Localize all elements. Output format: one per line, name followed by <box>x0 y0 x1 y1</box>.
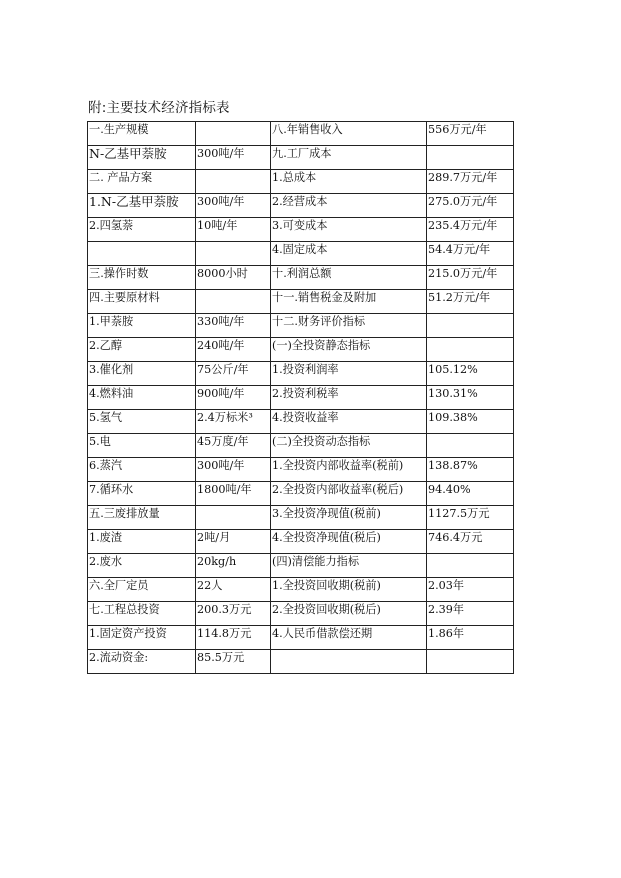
table-cell-indicator-value: 51.2万元/年 <box>427 290 514 314</box>
table-cell-indicator-value: 94.40% <box>427 482 514 506</box>
table-cell-indicator-value: 1127.5万元 <box>427 506 514 530</box>
table-row <box>88 482 514 506</box>
table-cell-indicator-name: 1.总成本 <box>271 170 427 194</box>
table-cell-indicator-value: 130.31% <box>427 386 514 410</box>
table-row <box>88 290 514 314</box>
table-cell-item-name: 二. 产品方案 <box>88 170 196 194</box>
indicator-table-body <box>88 122 514 674</box>
table-cell-item-name: 1.固定资产投资 <box>88 626 196 650</box>
table-cell-indicator-value: 109.38% <box>427 410 514 434</box>
table-cell-item-name: 4.燃料油 <box>88 386 196 410</box>
table-cell-item-name: 6.蒸汽 <box>88 458 196 482</box>
table-cell-indicator-value: 2.39年 <box>427 602 514 626</box>
table-cell-indicator-name: 2.投资利税率 <box>271 386 427 410</box>
table-cell-item-value: 8000小时 <box>196 266 271 290</box>
table-cell-item-value: 1800吨/年 <box>196 482 271 506</box>
table-cell-item-name: 一.生产规模 <box>88 122 196 146</box>
table-cell-indicator-value: 138.87% <box>427 458 514 482</box>
table-cell-indicator-name: 3.全投资净现值(税前) <box>271 506 427 530</box>
table-cell-indicator-name: 3.可变成本 <box>271 218 427 242</box>
table-cell-indicator-name: (四)清偿能力指标 <box>271 554 427 578</box>
table-cell-indicator-value: 746.4万元 <box>427 530 514 554</box>
table-cell-item-value <box>196 122 271 146</box>
table-row <box>88 338 514 362</box>
table-row <box>88 386 514 410</box>
table-cell-indicator-value <box>427 314 514 338</box>
table-cell-item-name: 六.全厂定员 <box>88 578 196 602</box>
table-cell-item-value: 45万度/年 <box>196 434 271 458</box>
table-cell-item-name: 1.N-乙基甲萘胺 <box>88 194 196 218</box>
table-cell-indicator-name: 十.利润总额 <box>271 266 427 290</box>
table-cell-item-value: 22人 <box>196 578 271 602</box>
table-cell-indicator-value: 2.03年 <box>427 578 514 602</box>
table-cell-item-value: 300吨/年 <box>196 194 271 218</box>
table-cell-indicator-name: 4.人民币借款偿还期 <box>271 626 427 650</box>
table-cell-indicator-name: 九.工厂成本 <box>271 146 427 170</box>
table-cell-item-value: 2.4万标米³ <box>196 410 271 434</box>
table-cell-indicator-name <box>271 650 427 674</box>
table-cell-item-value: 300吨/年 <box>196 458 271 482</box>
table-cell-indicator-name: 1.全投资内部收益率(税前) <box>271 458 427 482</box>
table-row <box>88 578 514 602</box>
table-cell-item-name: 1.甲萘胺 <box>88 314 196 338</box>
table-cell-item-name: 3.催化剂 <box>88 362 196 386</box>
table-cell-indicator-name: 4.全投资净现值(税后) <box>271 530 427 554</box>
table-cell-indicator-value <box>427 650 514 674</box>
table-cell-indicator-name: 4.固定成本 <box>271 242 427 266</box>
table-row <box>88 554 514 578</box>
table-row <box>88 122 514 146</box>
table-cell-item-name: 5.氢气 <box>88 410 196 434</box>
table-row <box>88 362 514 386</box>
table-cell-item-name: 2.废水 <box>88 554 196 578</box>
table-cell-indicator-value: 54.4万元/年 <box>427 242 514 266</box>
table-cell-item-name: 2.流动资金: <box>88 650 196 674</box>
table-cell-item-value: 10吨/年 <box>196 218 271 242</box>
table-row <box>88 218 514 242</box>
table-cell-item-name: 四.主要原材料 <box>88 290 196 314</box>
indicator-table <box>87 121 514 674</box>
table-cell-item-value: 2吨/月 <box>196 530 271 554</box>
table-row <box>88 602 514 626</box>
table-cell-indicator-value <box>427 554 514 578</box>
table-cell-indicator-value: 215.0万元/年 <box>427 266 514 290</box>
table-cell-indicator-name: (二)全投资动态指标 <box>271 434 427 458</box>
table-cell-indicator-name: 2.全投资回收期(税后) <box>271 602 427 626</box>
table-cell-indicator-value: 275.0万元/年 <box>427 194 514 218</box>
table-row <box>88 650 514 674</box>
table-cell-item-value: 330吨/年 <box>196 314 271 338</box>
table-cell-item-name: 2.四氢萘 <box>88 218 196 242</box>
table-cell-item-name: 7.循环水 <box>88 482 196 506</box>
table-cell-item-name: 1.废渣 <box>88 530 196 554</box>
table-row <box>88 242 514 266</box>
page-title: 附:主要技术经济指标表 <box>88 100 230 116</box>
table-row <box>88 170 514 194</box>
table-cell-item-name: 三.操作时数 <box>88 266 196 290</box>
table-row <box>88 314 514 338</box>
table-cell-item-value: 900吨/年 <box>196 386 271 410</box>
table-cell-item-value: 300吨/年 <box>196 146 271 170</box>
table-cell-item-value: 114.8万元 <box>196 626 271 650</box>
table-cell-indicator-name: 2.全投资内部收益率(税后) <box>271 482 427 506</box>
table-cell-item-name <box>88 242 196 266</box>
table-cell-item-name: 五.三废排放量 <box>88 506 196 530</box>
table-row <box>88 458 514 482</box>
table-row <box>88 146 514 170</box>
table-cell-item-value <box>196 506 271 530</box>
table-cell-indicator-name: 十二.财务评价指标 <box>271 314 427 338</box>
table-cell-item-name: N-乙基甲萘胺 <box>88 146 196 170</box>
table-row <box>88 434 514 458</box>
table-cell-item-value: 240吨/年 <box>196 338 271 362</box>
table-row <box>88 530 514 554</box>
table-cell-indicator-name: 十一.销售税金及附加 <box>271 290 427 314</box>
table-cell-indicator-name: 八.年销售收入 <box>271 122 427 146</box>
table-cell-item-name: 七.工程总投资 <box>88 602 196 626</box>
table-cell-item-name: 5.电 <box>88 434 196 458</box>
table-row <box>88 410 514 434</box>
table-row <box>88 626 514 650</box>
table-cell-item-value <box>196 242 271 266</box>
table-cell-item-value: 20kg/h <box>196 554 271 578</box>
table-cell-indicator-value: 105.12% <box>427 362 514 386</box>
table-cell-indicator-name: 2.经营成本 <box>271 194 427 218</box>
table-cell-item-value: 85.5万元 <box>196 650 271 674</box>
table-cell-item-value <box>196 290 271 314</box>
table-row <box>88 194 514 218</box>
table-cell-indicator-value <box>427 338 514 362</box>
table-cell-item-value <box>196 170 271 194</box>
table-cell-indicator-value <box>427 146 514 170</box>
table-cell-indicator-name: 1.投资利润率 <box>271 362 427 386</box>
table-cell-item-name: 2.乙醇 <box>88 338 196 362</box>
table-cell-indicator-value: 235.4万元/年 <box>427 218 514 242</box>
table-cell-indicator-value: 289.7万元/年 <box>427 170 514 194</box>
table-cell-indicator-value <box>427 434 514 458</box>
table-cell-indicator-name: 4.投资收益率 <box>271 410 427 434</box>
table-row <box>88 506 514 530</box>
table-cell-indicator-name: (一)全投资静态指标 <box>271 338 427 362</box>
table-cell-item-value: 75公斤/年 <box>196 362 271 386</box>
table-cell-indicator-name: 1.全投资回收期(税前) <box>271 578 427 602</box>
table-cell-indicator-value: 1.86年 <box>427 626 514 650</box>
table-cell-indicator-value: 556万元/年 <box>427 122 514 146</box>
table-row <box>88 266 514 290</box>
table-cell-item-value: 200.3万元 <box>196 602 271 626</box>
